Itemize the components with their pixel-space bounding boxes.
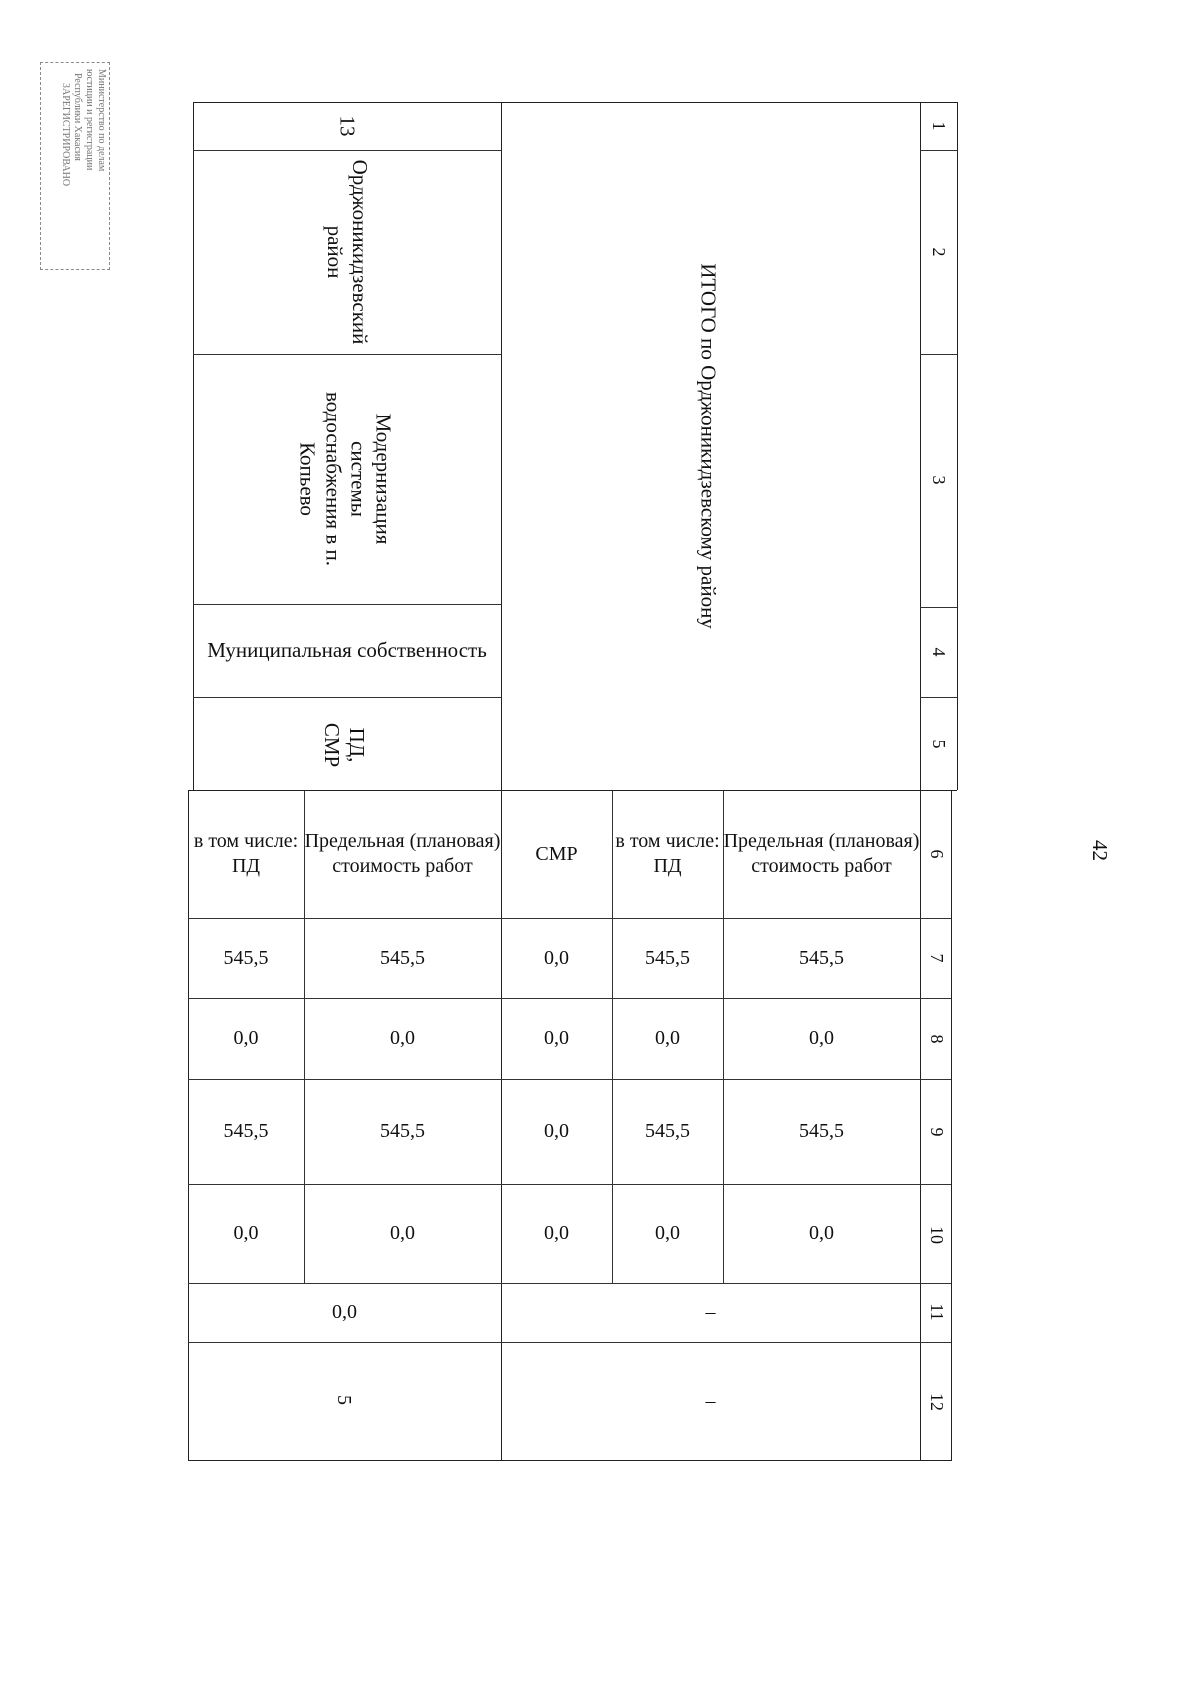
total-pd-col8: 0,0 xyxy=(655,1027,680,1049)
total-pd-col7: 545,5 xyxy=(645,946,690,969)
total-col12-value: – xyxy=(705,1389,716,1412)
registration-stamp xyxy=(40,62,110,270)
total-pd-col9: 545,5 xyxy=(645,1120,690,1142)
total-limit-col8: 0,0 xyxy=(809,1027,834,1049)
row-number: 13 xyxy=(335,115,360,137)
total-limit-col10: 0,0 xyxy=(809,1222,834,1244)
total-cost-header-limit: Предельная (плановая) стоимость работ xyxy=(723,830,920,877)
column-number: 6 xyxy=(926,849,947,859)
column-number: 8 xyxy=(926,1034,947,1044)
total-smr-col10: 0,0 xyxy=(544,1222,569,1244)
total-pd-col10: 0,0 xyxy=(655,1222,680,1244)
column-number: 10 xyxy=(926,1226,947,1244)
stamp-line: Республики Хакасия xyxy=(72,73,83,161)
column-number: 7 xyxy=(926,953,947,963)
total-col11-value: – xyxy=(705,1301,716,1323)
stamp-line: юстиции и регистрации xyxy=(84,69,95,171)
column-number: 5 xyxy=(928,739,949,749)
column-number: 11 xyxy=(926,1303,947,1321)
column-number: 12 xyxy=(926,1393,947,1411)
cost-pd-col9: 545,5 xyxy=(223,1120,269,1142)
cost-limit-col7: 545,5 xyxy=(380,946,425,969)
cost-limit-col10: 0,0 xyxy=(390,1222,415,1244)
total-cost-header-pd: в том числе: ПД xyxy=(615,830,720,877)
total-smr-col8: 0,0 xyxy=(544,1027,569,1049)
column-number: 4 xyxy=(928,647,949,657)
col11-value: 0,0 xyxy=(332,1301,357,1323)
cost-header-pd: в том числе: ПД xyxy=(193,830,299,877)
stamp-line: ЗАРЕГИСТРИРОВАНО xyxy=(60,83,71,187)
work-type: ПД, СМР xyxy=(320,722,370,768)
column-number: 3 xyxy=(928,475,949,485)
page-number: 42 xyxy=(1088,840,1112,861)
cost-pd-col8: 0,0 xyxy=(233,1027,259,1049)
column-number: 9 xyxy=(926,1127,947,1137)
total-label: ИТОГО по Орджоникидзевскому району xyxy=(696,263,721,629)
column-number: 2 xyxy=(928,247,949,257)
total-cost-header-smr: СМР xyxy=(535,842,578,865)
cost-pd-col10: 0,0 xyxy=(233,1222,259,1244)
object-name: Модернизация системы водоснабжения в п. Копьево xyxy=(295,391,396,566)
cost-limit-col9: 545,5 xyxy=(380,1120,425,1142)
district-name: Орджоникидзевский район xyxy=(323,159,373,345)
total-limit-col9: 545,5 xyxy=(799,1120,844,1142)
cost-limit-col8: 0,0 xyxy=(390,1027,415,1049)
total-limit-col7: 545,5 xyxy=(799,946,844,969)
total-smr-col7: 0,0 xyxy=(544,946,569,969)
ownership-cell: Муниципальная собственность xyxy=(207,638,487,663)
total-smr-col9: 0,0 xyxy=(544,1120,569,1142)
column-number: 1 xyxy=(928,121,949,131)
cost-header-limit: Предельная (плановая) стоимость работ xyxy=(304,830,501,877)
stamp-line: Министерство по делам xyxy=(96,69,107,172)
col12-value: 5 xyxy=(333,1395,355,1405)
cost-pd-col7: 545,5 xyxy=(223,946,269,969)
